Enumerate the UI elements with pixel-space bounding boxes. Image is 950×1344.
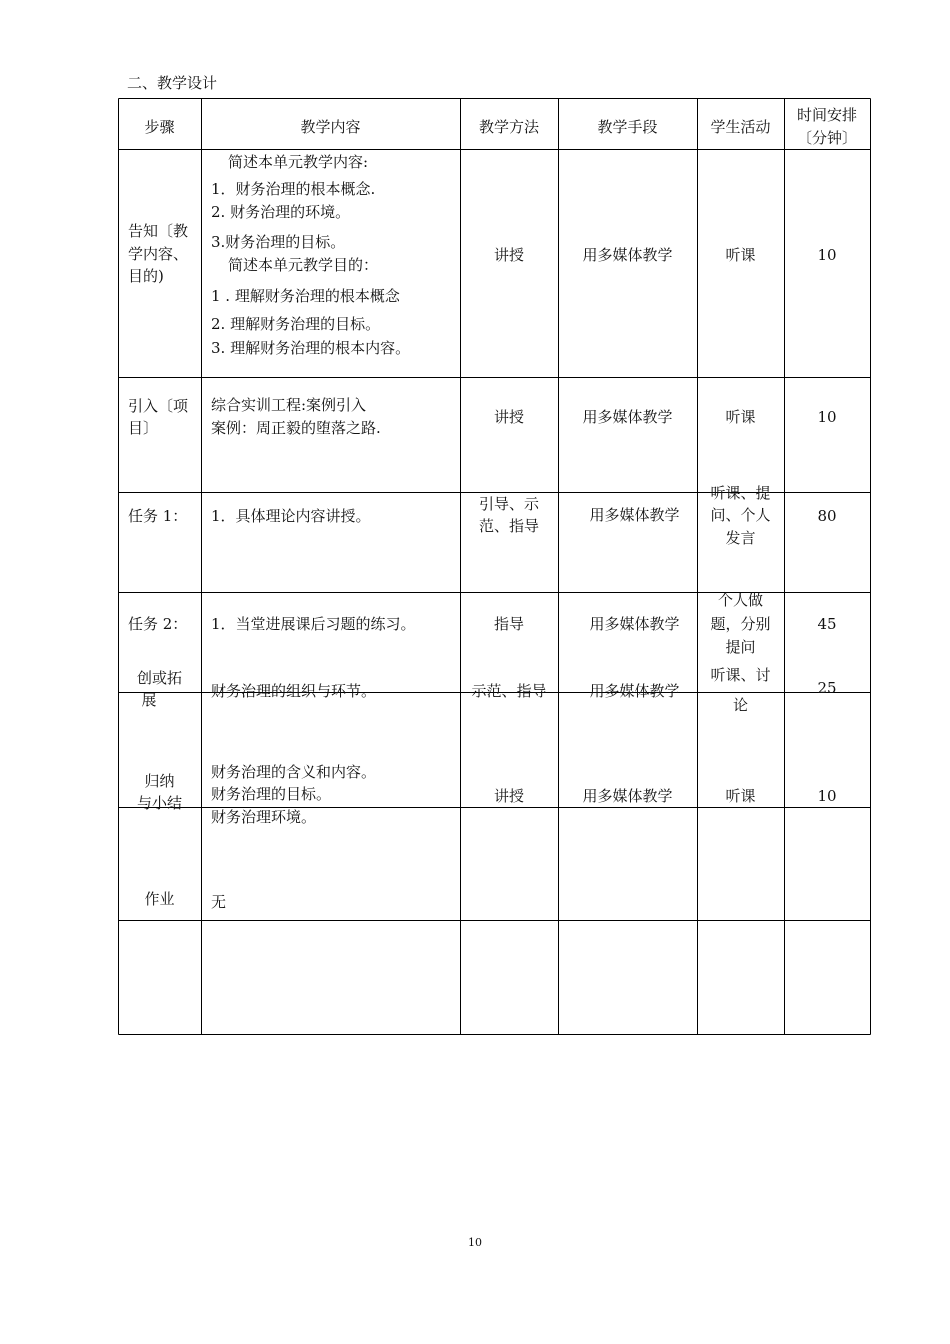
step-extend: 展 bbox=[141, 691, 157, 709]
step-summary: 与小结 bbox=[136, 794, 182, 812]
activity-cell: 题，分别 bbox=[710, 615, 771, 633]
content-line: 财务治理环境。 bbox=[211, 808, 317, 826]
content-line: 1 . 理解财务治理的根本概念 bbox=[211, 287, 400, 305]
content-line: 3. 理解财务治理的根本内容。 bbox=[211, 339, 411, 357]
step-task1: 任务 1： bbox=[128, 507, 188, 525]
means-cell: 用多媒体教学 bbox=[582, 408, 673, 426]
time-cell: 10 bbox=[817, 787, 837, 805]
header-means: 教学手段 bbox=[597, 118, 658, 136]
time-cell: 10 bbox=[817, 408, 837, 426]
page-number: 10 bbox=[468, 1236, 482, 1249]
time-cell: 10 bbox=[817, 246, 837, 264]
method-cell: 指导 bbox=[493, 615, 524, 633]
content-line: 1．财务治理的根本概念. bbox=[211, 180, 376, 198]
activity-cell: 听课、提 bbox=[710, 484, 771, 502]
step-inform: 目的) bbox=[128, 267, 164, 285]
section-title: 二、教学设计 bbox=[127, 74, 218, 92]
activity-cell: 问、个人 bbox=[710, 506, 771, 524]
content-line: 财务治理的组织与环节。 bbox=[211, 682, 377, 700]
content-line: 1．当堂进展课后习题的练习。 bbox=[211, 615, 416, 633]
activity-cell: 听课 bbox=[725, 787, 756, 805]
activity-cell: 论 bbox=[732, 696, 748, 714]
activity-cell: 听课 bbox=[725, 408, 756, 426]
step-inform: 学内容、 bbox=[128, 245, 189, 263]
content-line: 财务治理的含义和内容。 bbox=[211, 763, 377, 781]
step-task2: 任务 2： bbox=[128, 615, 188, 633]
header-content: 教学内容 bbox=[300, 118, 361, 136]
header-time: 时间安排 bbox=[796, 106, 857, 124]
header-time-unit: 〔分钟〕 bbox=[796, 129, 857, 147]
content-line: 简述本单元教学内容: bbox=[228, 153, 369, 171]
method-cell: 讲授 bbox=[493, 246, 524, 264]
header-step: 步骤 bbox=[144, 118, 175, 136]
method-cell: 示范、指导 bbox=[471, 682, 547, 700]
step-intro: 引入〔项 bbox=[128, 397, 189, 415]
step-extend: 创或拓 bbox=[136, 669, 182, 687]
activity-cell: 提问 bbox=[725, 638, 756, 656]
step-intro: 目〕 bbox=[128, 419, 159, 437]
content-line: 2. 理解财务治理的目标。 bbox=[211, 315, 381, 333]
content-line: 综合实训工程:案例引入 bbox=[211, 396, 367, 414]
method-cell: 讲授 bbox=[493, 787, 524, 805]
step-homework: 作业 bbox=[144, 890, 175, 908]
means-cell: 用多媒体教学 bbox=[589, 506, 680, 524]
method-cell: 讲授 bbox=[493, 408, 524, 426]
header-activity: 学生活动 bbox=[710, 118, 771, 136]
content-line: 财务治理的目标。 bbox=[211, 785, 332, 803]
means-cell: 用多媒体教学 bbox=[582, 787, 673, 805]
means-cell: 用多媒体教学 bbox=[589, 682, 680, 700]
header-method: 教学方法 bbox=[478, 118, 539, 136]
content-line: 案例：周正毅的堕落之路. bbox=[211, 419, 381, 437]
content-line: 无 bbox=[211, 893, 227, 911]
activity-cell: 听课、讨 bbox=[710, 666, 771, 684]
activity-cell: 个人做 bbox=[717, 591, 763, 609]
time-cell: 25 bbox=[817, 679, 837, 697]
means-cell: 用多媒体教学 bbox=[589, 615, 680, 633]
method-cell: 引导、示 bbox=[478, 495, 539, 513]
content-line: 2. 财务治理的环境。 bbox=[211, 203, 351, 221]
method-cell: 范、指导 bbox=[478, 517, 539, 535]
content-line: 1．具体理论内容讲授。 bbox=[211, 507, 371, 525]
activity-cell: 发言 bbox=[725, 529, 756, 547]
means-cell: 用多媒体教学 bbox=[582, 246, 673, 264]
step-summary: 归纳 bbox=[144, 772, 175, 790]
step-inform: 告知〔教 bbox=[128, 222, 189, 240]
time-cell: 80 bbox=[817, 507, 837, 525]
content-line: 简述本单元教学目的： bbox=[228, 256, 379, 274]
content-line: 3.财务治理的目标。 bbox=[211, 233, 346, 251]
time-cell: 45 bbox=[817, 615, 837, 633]
activity-cell: 听课 bbox=[725, 246, 756, 264]
